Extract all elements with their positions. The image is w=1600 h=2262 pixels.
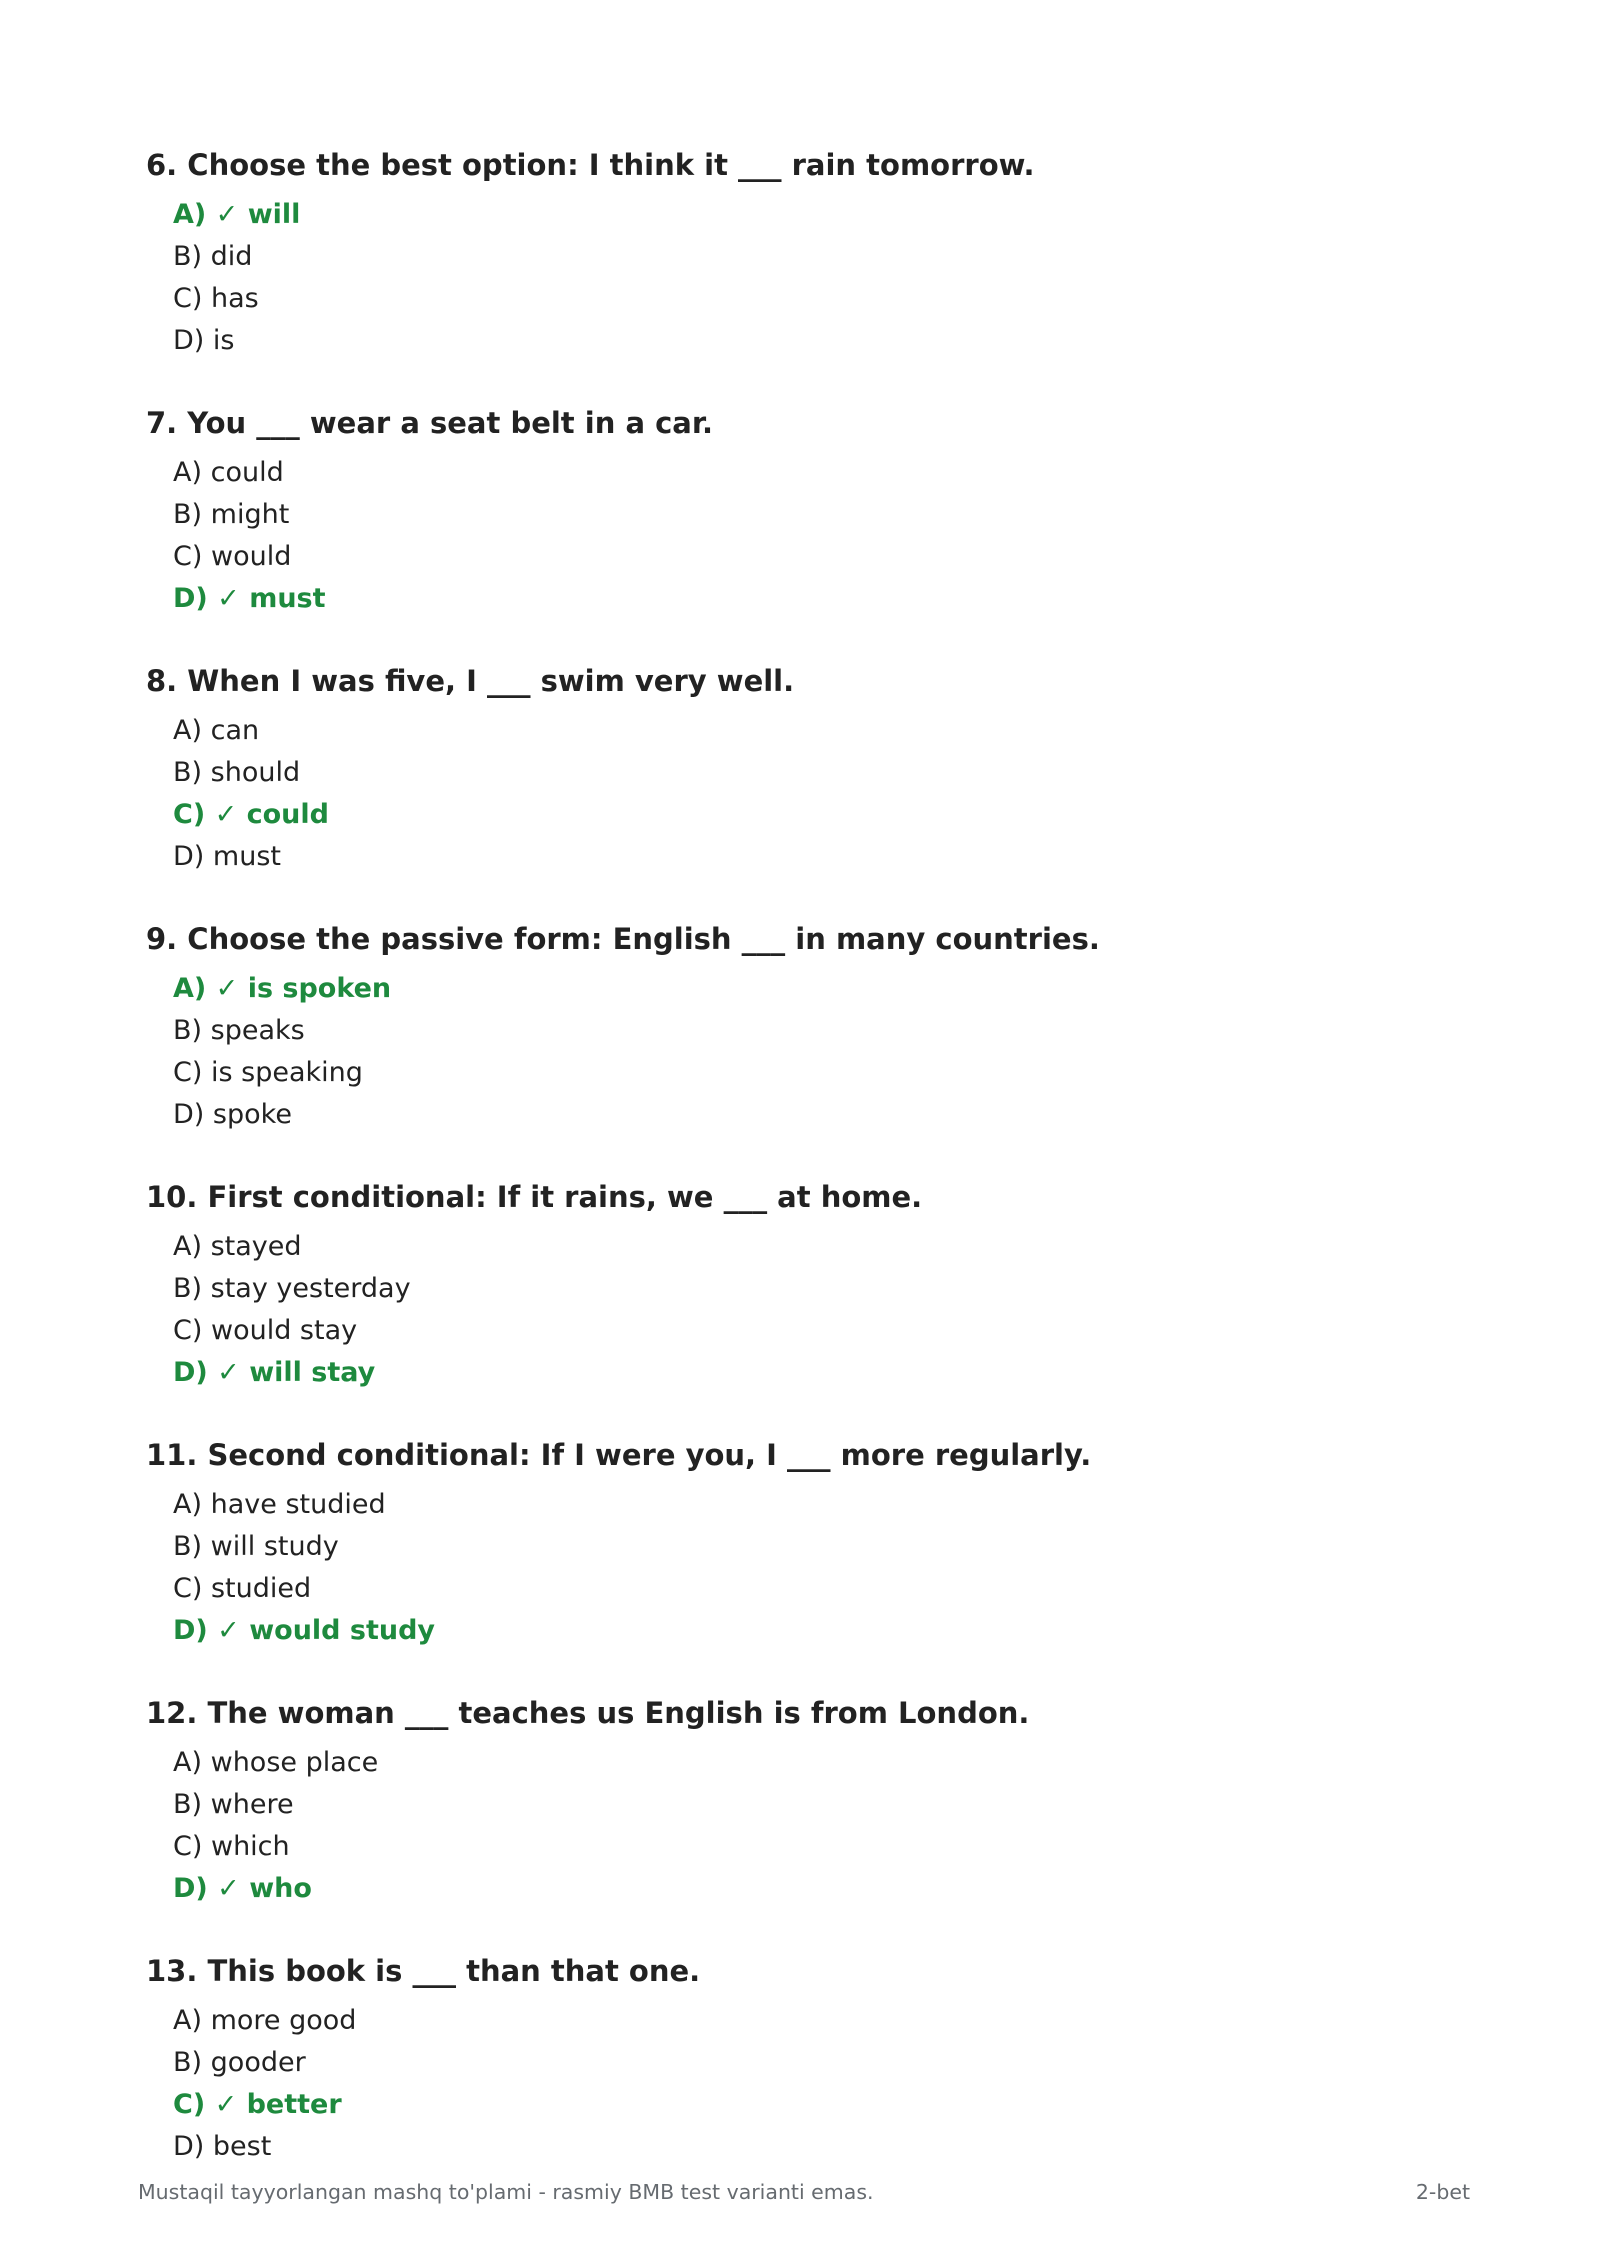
option-letter: C) [173,1831,203,1862]
option [173,1010,1466,1052]
option-list [146,194,1466,362]
option [173,1568,1466,1610]
question-text: 12. The woman ___ teaches us English is from London. [146,1696,1030,1730]
option-text: will study [210,1531,339,1562]
question-block [146,656,1466,878]
option-text: must [249,583,326,614]
checkmark-icon: ✓ [215,973,239,1004]
option-text: did [210,241,253,272]
option [173,494,1466,536]
question-text: 11. Second conditional: If I were you, I ___ more regularly. [146,1438,1092,1472]
option-text: could [246,799,329,830]
option-text: would stay [210,1315,358,1346]
question-block [146,140,1466,362]
footer-note: Mustaqil tayyorlangan mashq to'plami - rasmiy BMB test varianti emas. [138,2180,874,2204]
option-letter: C) [173,2089,206,2120]
question-block [146,914,1466,1136]
question-block [146,398,1466,620]
correct-option [173,1352,1466,1394]
question-text: 9. Choose the passive form: English ___ in many countries. [146,922,1100,956]
correct-option [173,1868,1466,1910]
checkmark-icon: ✓ [214,2089,238,2120]
option-letter: D) [173,1873,208,1904]
option-text: which [210,1831,290,1862]
option-text: can [210,715,260,746]
question-text: 7. You ___ wear a seat belt in a car. [146,406,714,440]
correct-option [173,2084,1466,2126]
option [173,1526,1466,1568]
question-text: 10. First conditional: If it rains, we ___ at home. [146,1180,923,1214]
option-letter: A) [173,973,207,1004]
option-text: speaks [210,1015,305,1046]
option-text: stay yesterday [210,1273,411,1304]
option-text: has [210,283,259,314]
option [173,2126,1466,2168]
question-block [146,1688,1466,1910]
checkmark-icon: ✓ [217,583,240,614]
question-list [146,140,1466,2204]
option-text: studied [210,1573,312,1604]
option-text: would study [249,1615,436,1646]
question-text: 6. Choose the best option: I think it ___ rain tomorrow. [146,148,1035,182]
option-text: is speaking [210,1057,363,1088]
option-letter: B) [173,1015,203,1046]
checkmark-icon: ✓ [217,1615,240,1646]
option-list [146,452,1466,620]
option [173,1052,1466,1094]
option-letter: C) [173,541,203,572]
option [173,236,1466,278]
option-letter: A) [173,1231,203,1262]
option-text: more good [210,2005,357,2036]
option [173,1310,1466,1352]
option-letter: A) [173,457,203,488]
option-letter: A) [173,1489,203,1520]
option-text: will stay [249,1357,376,1388]
page-footer [138,2180,1470,2204]
question-block [146,1430,1466,1652]
option-list [146,1742,1466,1910]
option [173,320,1466,362]
checkmark-icon: ✓ [215,199,239,230]
option-letter: C) [173,799,206,830]
option-letter: B) [173,241,203,272]
correct-option [173,194,1466,236]
question-text: 13. This book is ___ than that one. [146,1954,701,1988]
option [173,452,1466,494]
option [173,1784,1466,1826]
option [173,1742,1466,1784]
option-list [146,2000,1466,2168]
question-text: 8. When I was five, I ___ swim very well. [146,664,795,698]
option [173,1826,1466,1868]
option [173,278,1466,320]
page-number: 2-bet [1415,2180,1470,2204]
option [173,1094,1466,1136]
correct-option [173,968,1466,1010]
checkmark-icon: ✓ [217,1357,240,1388]
option-letter: A) [173,2005,203,2036]
option-letter: D) [173,1615,208,1646]
option-list [146,968,1466,1136]
option-text: who [249,1873,312,1904]
option [173,752,1466,794]
option-text: should [210,757,301,788]
option-letter: D) [173,325,205,356]
option-text: must [212,841,281,872]
option-text: might [210,499,290,530]
option-letter: A) [173,1747,203,1778]
option [173,536,1466,578]
option-letter: C) [173,1315,203,1346]
option-text: best [212,2131,272,2162]
option-letter: C) [173,1573,203,1604]
option-text: is [212,325,235,356]
option-text: is spoken [247,973,392,1004]
option [173,1268,1466,1310]
option-text: spoke [212,1099,292,1130]
question-block [146,1946,1466,2168]
option-letter: B) [173,499,203,530]
option [173,1484,1466,1526]
option [173,836,1466,878]
option-text: could [210,457,284,488]
option-letter: A) [173,715,203,746]
option-letter: D) [173,1099,205,1130]
option-letter: D) [173,2131,205,2162]
checkmark-icon: ✓ [214,799,238,830]
correct-option [173,794,1466,836]
option-text: where [210,1789,294,1820]
correct-option [173,1610,1466,1652]
option-text: will [247,199,301,230]
option-text: have studied [210,1489,386,1520]
option [173,710,1466,752]
option-text: whose place [210,1747,379,1778]
option-letter: C) [173,283,203,314]
option-text: gooder [210,2047,306,2078]
option-letter: B) [173,1273,203,1304]
option-letter: D) [173,583,208,614]
option-text: stayed [210,1231,302,1262]
checkmark-icon: ✓ [217,1873,240,1904]
question-block [146,1172,1466,1394]
option [173,2042,1466,2084]
option-text: better [246,2089,342,2120]
option-list [146,1484,1466,1652]
option-letter: B) [173,2047,203,2078]
option [173,1226,1466,1268]
option-text: would [210,541,292,572]
option-letter: D) [173,1357,208,1388]
option-letter: B) [173,1531,203,1562]
option-letter: D) [173,841,205,872]
option-letter: B) [173,757,203,788]
correct-option [173,578,1466,620]
option-letter: C) [173,1057,203,1088]
option-list [146,710,1466,878]
option-letter: B) [173,1789,203,1820]
option [173,2000,1466,2042]
option-list [146,1226,1466,1394]
option-letter: A) [173,199,207,230]
